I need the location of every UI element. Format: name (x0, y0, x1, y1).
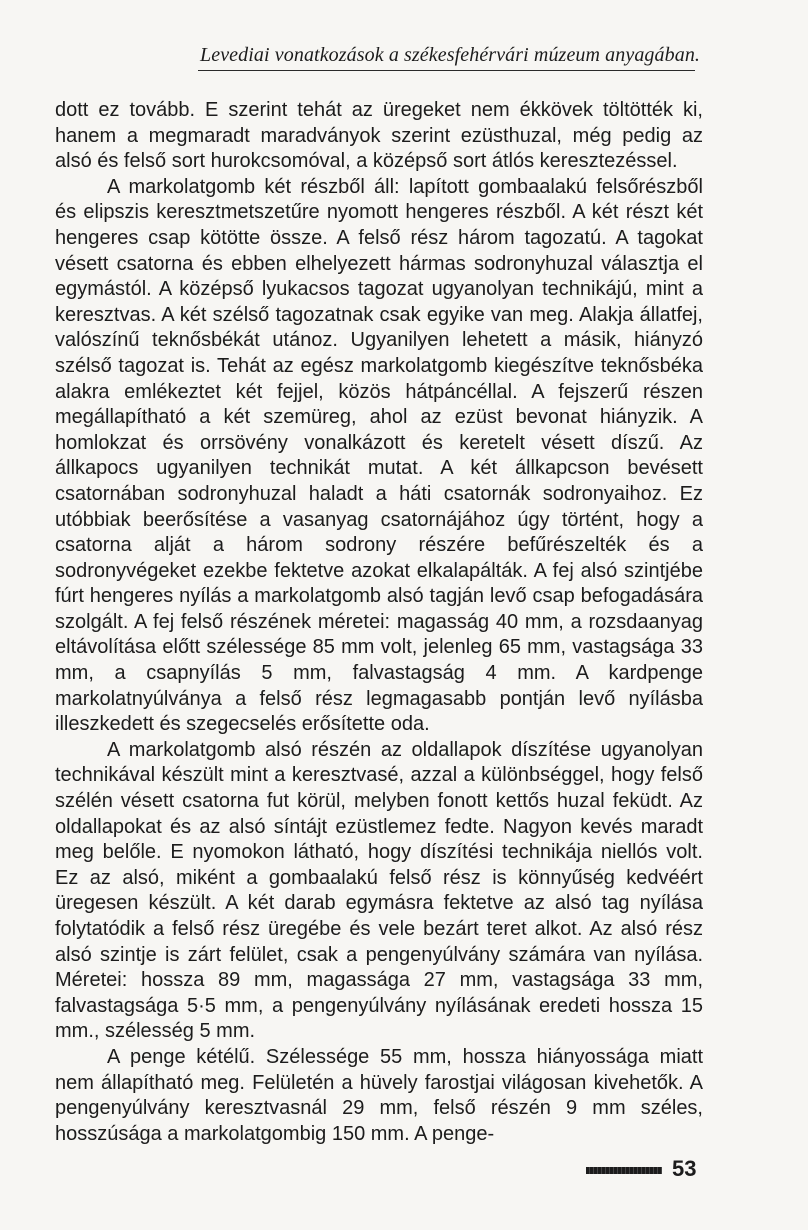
paragraph-1: dott ez tovább. E szerint tehát az üregeket nem ékkövek töltötték ki, hanem a megmaradt maradványok szerint ezüsthuzal, még pedig az alsó és felső sort hurokcsomóval, a középső sort átlós keresztezéssel. (55, 99, 703, 173)
header-rule (198, 70, 695, 71)
paragraph-3: A markolatgomb alsó részén az oldallapok díszítése ugyanolyan technikával készült mint a keresztvasé, azzal a különbséggel, hogy felső szélén vésett csatorna fut körül, melyben fonott kettős huzal feküdt. Az oldallapokat és az alsó síntájt ezüstlemez fedte. Nagyon kevés maradt meg belőle. E nyomokon látható, hogy díszítési technikája niellós volt. Ez az alsó, miként a gombaalakú felső rész is könnyűség kedvéért üregesen készült. A két darab egymásra fektetve az alsó tag nyílása folytatódik a felső rész üregébe és vele bezárt teret alkot. Az alsó rész alsó szintje is zárt felület, csak a pengenyúlvány számára van nyílása. Méretei: hossza 89 mm, magassága 27 mm, vastagsága 33 mm, falvastagsága 5·5 mm, a pengenyúlvány nyílásának eredeti hossza 15 mm., szélesség 5 mm. (55, 738, 703, 1043)
paragraph-2: A markolatgomb két részből áll: lapított gombaalakú felsőrészből és elipszis keresztmetszetűre nyomott hengeres részből. A két részt két hengeres csap kötötte össze. A felső rész három tagozatú. A tagokat vésett csatorna és ebben elhelyezett hármas sodronyhuzal választja el egymástól. A középső lyukacsos tagozat ugyanolyan technikájú, mint a keresztvas. A két szélső tagozatnak csak egyike van meg. Alakja állatfej, valószínű teknősbékát utánoz. Ugyanilyen lehetett a másik, hiányzó szélső tagozat is. Tehát az egész markolatgomb kiegészítve teknősbéka alakra emlékeztet két fejjel, közös hátpáncéllal. A fejszerű részen megállapítható a két szemüreg, ahol az ezüst bevonat hiányzik. A homlokzat és orrsövény vonalkázott és keretelt vésett díszű. Az állkapocs ugyanilyen technikát mutat. A két állkapcson bevésett csatornában sodronyhuzal haladt a háti csatornák sodronyaihoz. Ez utóbbiak beerősítése a vasanyag csatornájához úgy történt, hogy a csatorna alját a három sodrony részére befűrészelték és a sodronyvégeket ezekbe fektetve azokat elkalapálták. A fej alsó szintjébe fúrt hengeres nyílás a markolatgomb alsó tagján levő csap befogadására szolgált. A fej felső részének méretei: magasság 40 mm, a rozsdaanyag eltávolítása előtt szélessége 85 mm volt, jelenleg 65 mm, vastagsága 33 mm, a csapnyílás 5 mm, falvastagság 4 mm. A kardpenge markolatnyúlványa a felső rész legmagasabb pontján levő nyílásba illeszkedett és szegecselés erősítette oda. (55, 175, 703, 736)
page-number: 53 (672, 1156, 697, 1181)
footer-ornament-rule (586, 1167, 662, 1174)
paragraph-4: A penge kétélű. Szélessége 55 mm, hossza hiányossága miatt nem állapítható meg. Felületén a hüvely farostjai világosan kivehetők. A pengenyúlvány keresztvasnál 29 mm, felső részén 9 mm széles, hosszúsága a markolatgombig 150 mm. A penge- (55, 1045, 703, 1145)
running-title: Levediai vonatkozások a székesfehérvári múzeum anyagában. (200, 44, 701, 66)
body-text (55, 98, 703, 1147)
